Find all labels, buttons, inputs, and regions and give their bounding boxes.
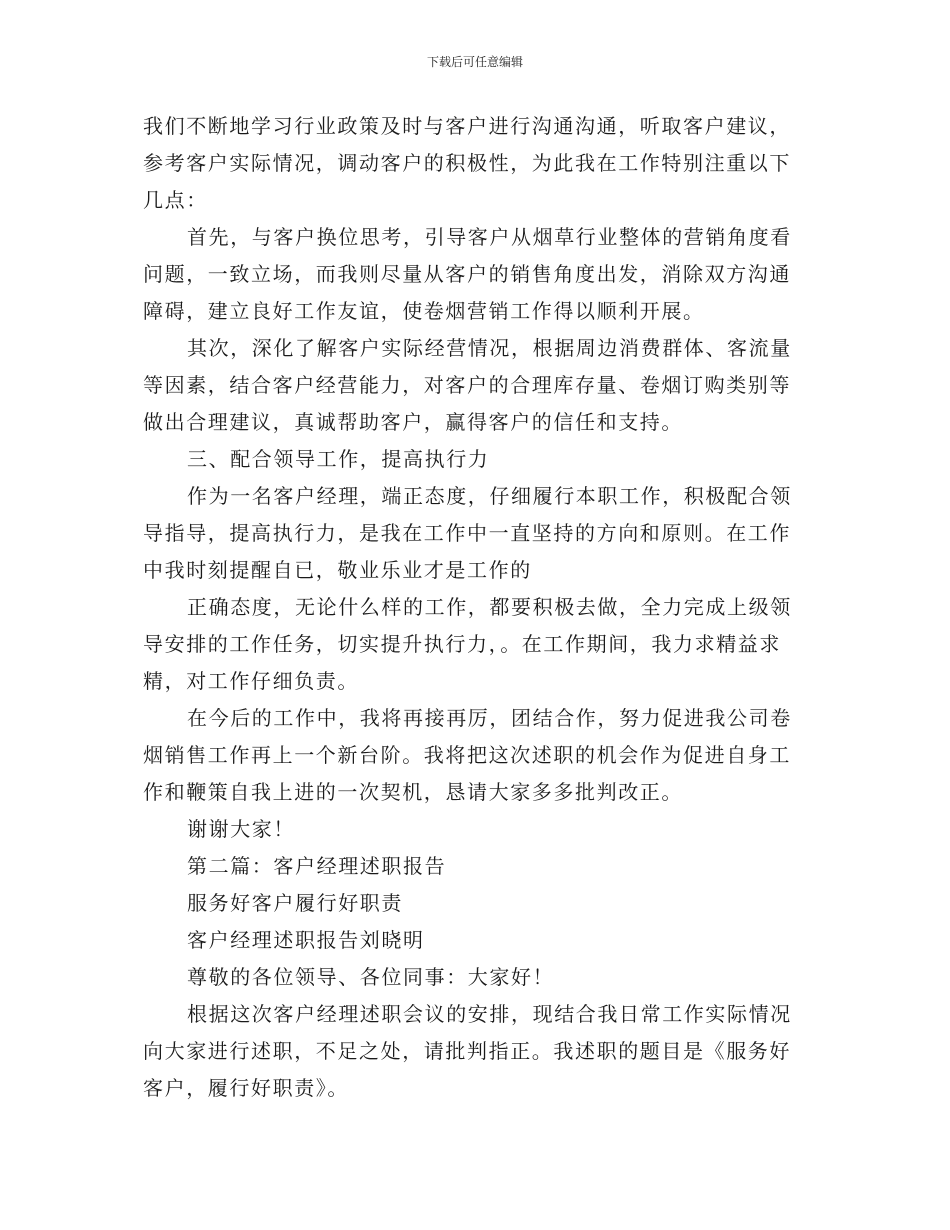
report-subtitle: 服务好客户履行好职责: [187, 891, 403, 915]
salutation: 尊敬的各位领导、各位同事：大家好！: [187, 965, 555, 989]
paragraph: 谢谢大家！: [187, 817, 295, 841]
paragraph: 我们不断地学习行业政策及时与客户进行沟通沟通，听取客户建议，参考客户实际情况，调动客户的积极性，为此我在工作特别注重以下几点：: [143, 114, 791, 212]
paragraph: 正确态度，无论什么样的工作，都要积极去做，全力完成上级领导安排的工作任务，切实提升执行力，。在工作期间，我力求精益求精，对工作仔细负责。: [143, 595, 792, 693]
report-author: 客户经理述职报告刘晓明: [187, 928, 425, 952]
chapter-title: 第二篇：客户经理述职报告: [187, 854, 447, 878]
section-heading: 三、配合领导工作，提高执行力: [187, 447, 490, 471]
page-header: 下载后可任意编辑: [426, 55, 523, 69]
paragraph: 根据这次客户经理述职会议的安排，现结合我日常工作实际情况向大家进行述职，不足之处，请批判指正。我述职的题目是《服务好客户，履行好职责》。: [143, 1002, 792, 1100]
document-body: [143, 108, 803, 1107]
paragraph: 其次，深化了解客户实际经营情况，根据周边消费群体、客流量等因素，结合客户经营能力，对客户的合理库存量、卷烟订购类别等做出合理建议，真诚帮助客户，赢得客户的信任和支持。: [143, 336, 792, 434]
paragraph: 作为一名客户经理，端正态度，仔细履行本职工作，积极配合领导指导，提高执行力，是我在工作中一直坚持的方向和原则。在工作中我时刻提醒自已，敬业乐业才是工作的: [143, 484, 792, 582]
paragraph: 在今后的工作中，我将再接再厉，团结合作，努力促进我公司卷烟销售工作再上一个新台阶。我将把这次述职的机会作为促进自身工作和鞭策自我上进的一次契机，恳请大家多多批判改正。: [143, 706, 792, 804]
paragraph: 首先，与客户换位思考，引导客户从烟草行业整体的营销角度看问题，一致立场，而我则尽量从客户的销售角度出发，消除双方沟通障碍，建立良好工作友谊，使卷烟营销工作得以顺利开展。: [143, 225, 792, 323]
